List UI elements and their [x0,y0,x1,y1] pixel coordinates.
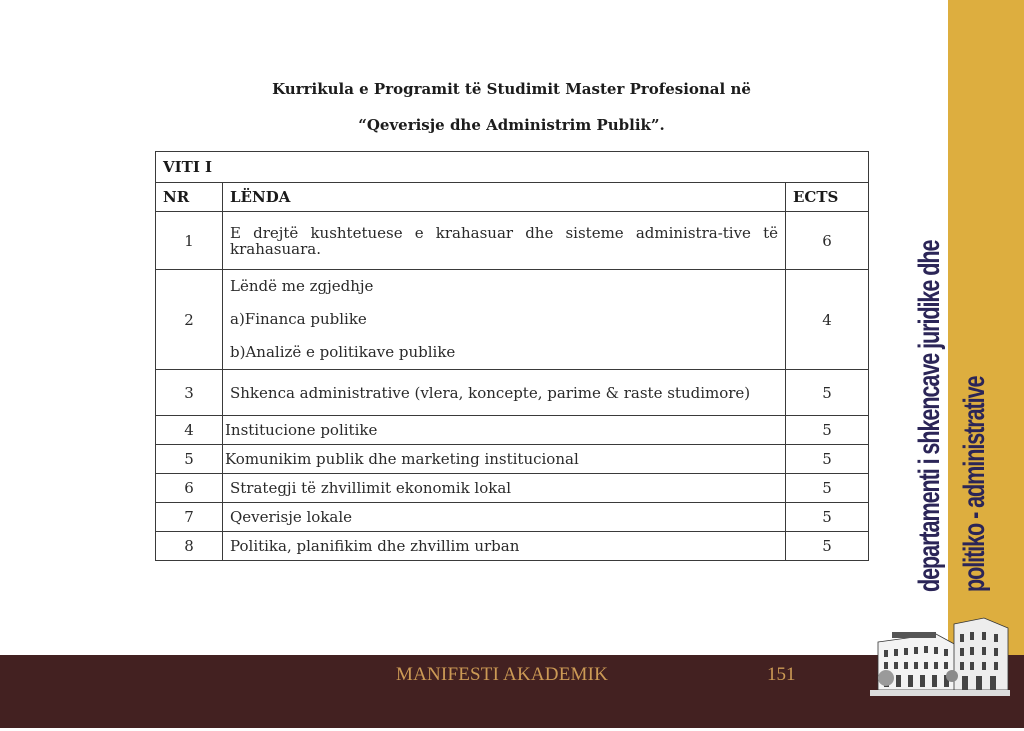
row-subject: Qeverisje lokale [223,503,786,532]
row-nr: 5 [156,445,223,474]
table-row [156,474,869,503]
table-row [156,416,869,445]
table-row [156,370,869,416]
document-title-line1: Kurrikula e Programit të Studimit Master Profesional në [272,80,751,98]
year-label: VITI I [156,152,869,183]
row-nr: 4 [156,416,223,445]
row-ects: 5 [786,474,869,503]
row-nr: 2 [156,270,223,370]
university-building-illustration [866,612,1014,698]
row-subject: Strategji të zhvillimit ekonomik lokal [223,474,786,503]
year-row [156,152,869,183]
table-row [156,532,869,561]
header-ects: ECTS [786,183,869,212]
row-subject: Shkenca administrative (vlera, koncepte, parime & raste studimore) [223,370,786,416]
department-name-line1: departamenti i shkencave juridike dhe [913,240,946,592]
row-subject: E drejtë kushtetuese e krahasuar dhe sisteme administra-tive të krahasuara. [223,212,786,270]
row-nr: 8 [156,532,223,561]
row-subject: Komunikim publik dhe marketing institucional [223,445,786,474]
row-ects: 6 [786,212,869,270]
row-subject [223,270,786,370]
elective-option-b: b)Analizë e politikave publike [230,343,456,361]
row-nr: 3 [156,370,223,416]
elective-heading: Lëndë me zgjedhje [230,277,374,295]
table-row [156,212,869,270]
row-nr: 6 [156,474,223,503]
document-title-line2: “Qeverisje dhe Administrim Publik”. [358,116,665,134]
row-nr: 7 [156,503,223,532]
row-subject: Politika, planifikim dhe zhvillim urban [223,532,786,561]
row-ects: 5 [786,416,869,445]
table-row [156,503,869,532]
row-ects: 5 [786,445,869,474]
row-ects: 5 [786,532,869,561]
department-name-line2: politiko - administrative [958,376,991,592]
footer-title: MANIFESTI AKADEMIK [396,664,609,685]
curriculum-table [155,151,869,561]
table-row [156,270,869,370]
elective-option-a: a)Financa publike [230,310,367,328]
row-ects: 4 [786,270,869,370]
header-row [156,183,869,212]
row-ects: 5 [786,503,869,532]
page-number: 151 [767,664,796,685]
header-nr: NR [156,183,223,212]
row-ects: 5 [786,370,869,416]
row-subject: Institucione politike [223,416,786,445]
table-row [156,445,869,474]
header-subject: LËNDA [223,183,786,212]
row-nr: 1 [156,212,223,270]
